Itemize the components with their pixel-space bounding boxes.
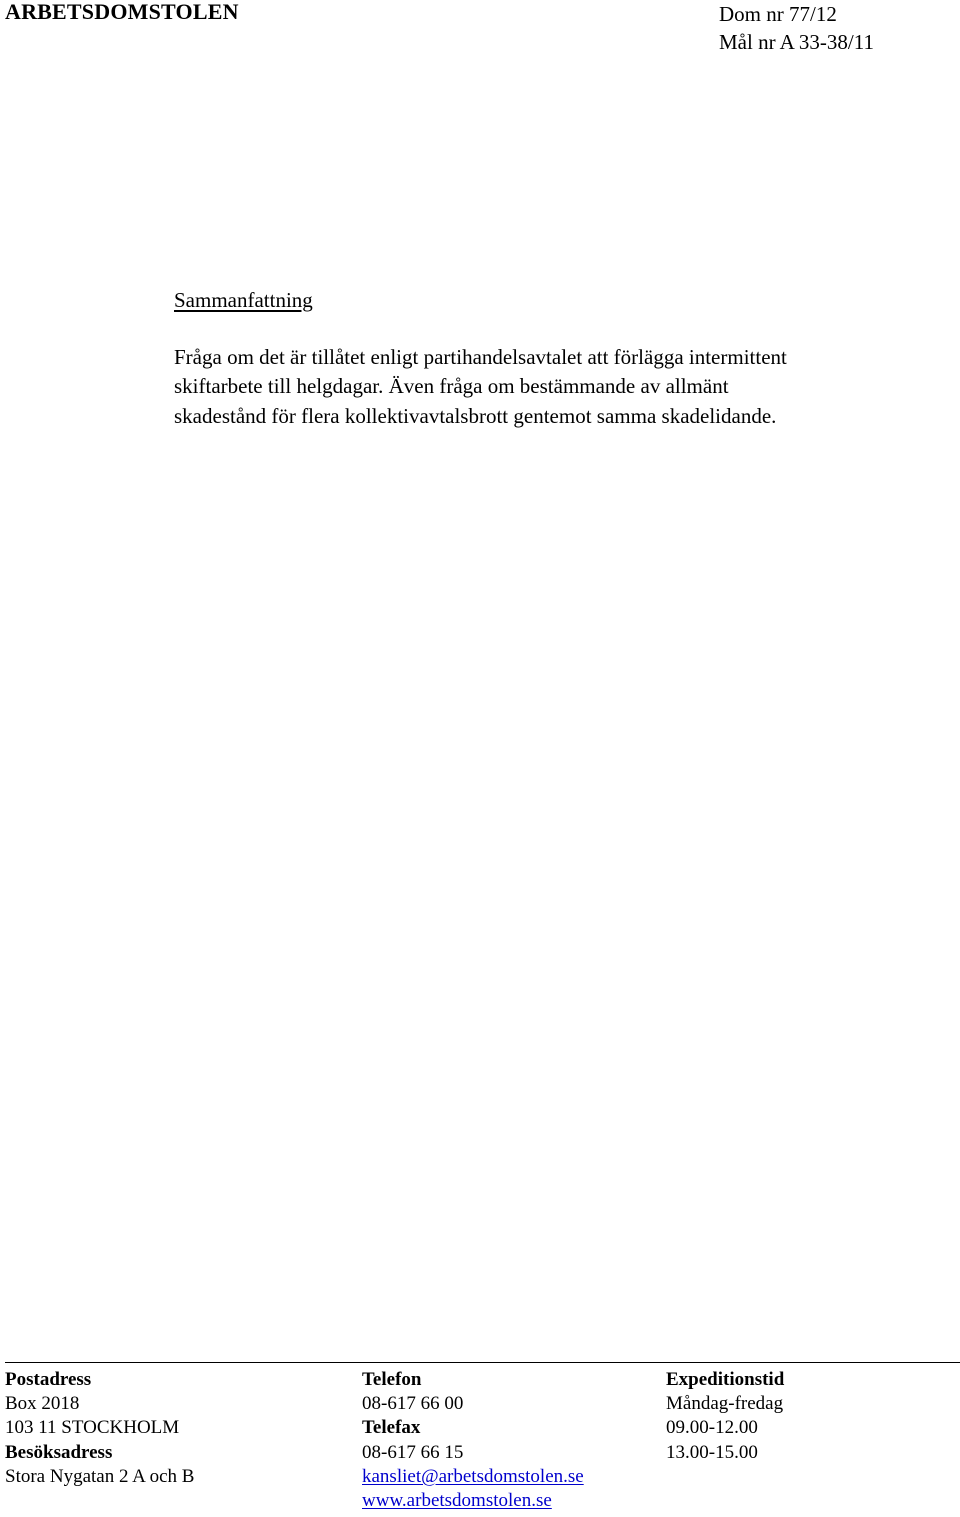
postal-box: Box 2018 [5, 1393, 80, 1415]
summary-line: skadestånd för flera kollektivavtalsbrott gentemot samma skadelidande. [174, 403, 777, 428]
visiting-address-label: Besöksadress [5, 1441, 113, 1463]
office-days: Måndag-fredag [666, 1393, 784, 1415]
website-link[interactable]: www.arbetsdomstolen.se [362, 1490, 552, 1512]
summary-line: Fråga om det är tillåtet enligt partihandelsavtalet att förlägga intermittent [174, 345, 787, 369]
summary-text [174, 343, 944, 431]
postal-address-label: Postadress [5, 1369, 92, 1390]
footer-contact-column [362, 1368, 584, 1513]
fax-label: Telefax [362, 1417, 421, 1439]
visiting-street: Stora Nygatan 2 A och B [5, 1465, 195, 1487]
fax-number: 08-617 66 15 [362, 1441, 464, 1463]
court-name: ARBETSDOMSTOLEN [5, 0, 239, 24]
office-hours-afternoon: 13.00-15.00 [666, 1441, 758, 1463]
summary-heading: Sammanfattning [174, 288, 313, 312]
judgment-number: Dom nr 77/12 [719, 2, 837, 26]
phone-number: 08-617 66 00 [362, 1393, 464, 1415]
office-hours-label: Expeditionstid [666, 1369, 785, 1390]
case-number: Mål nr A 33-38/11 [719, 30, 874, 54]
email-link[interactable]: kansliet@arbetsdomstolen.se [362, 1465, 584, 1487]
summary-line: skiftarbete till helgdagar. Även fråga om bestämmande av allmänt [174, 374, 729, 399]
office-hours-morning: 09.00-12.00 [666, 1417, 758, 1439]
footer-hours-column [666, 1368, 784, 1465]
phone-label: Telefon [362, 1369, 422, 1390]
postal-city: 103 11 STOCKHOLM [5, 1417, 180, 1439]
case-reference [719, 0, 874, 56]
footer-divider [5, 1362, 960, 1363]
footer-address-column [5, 1368, 194, 1489]
